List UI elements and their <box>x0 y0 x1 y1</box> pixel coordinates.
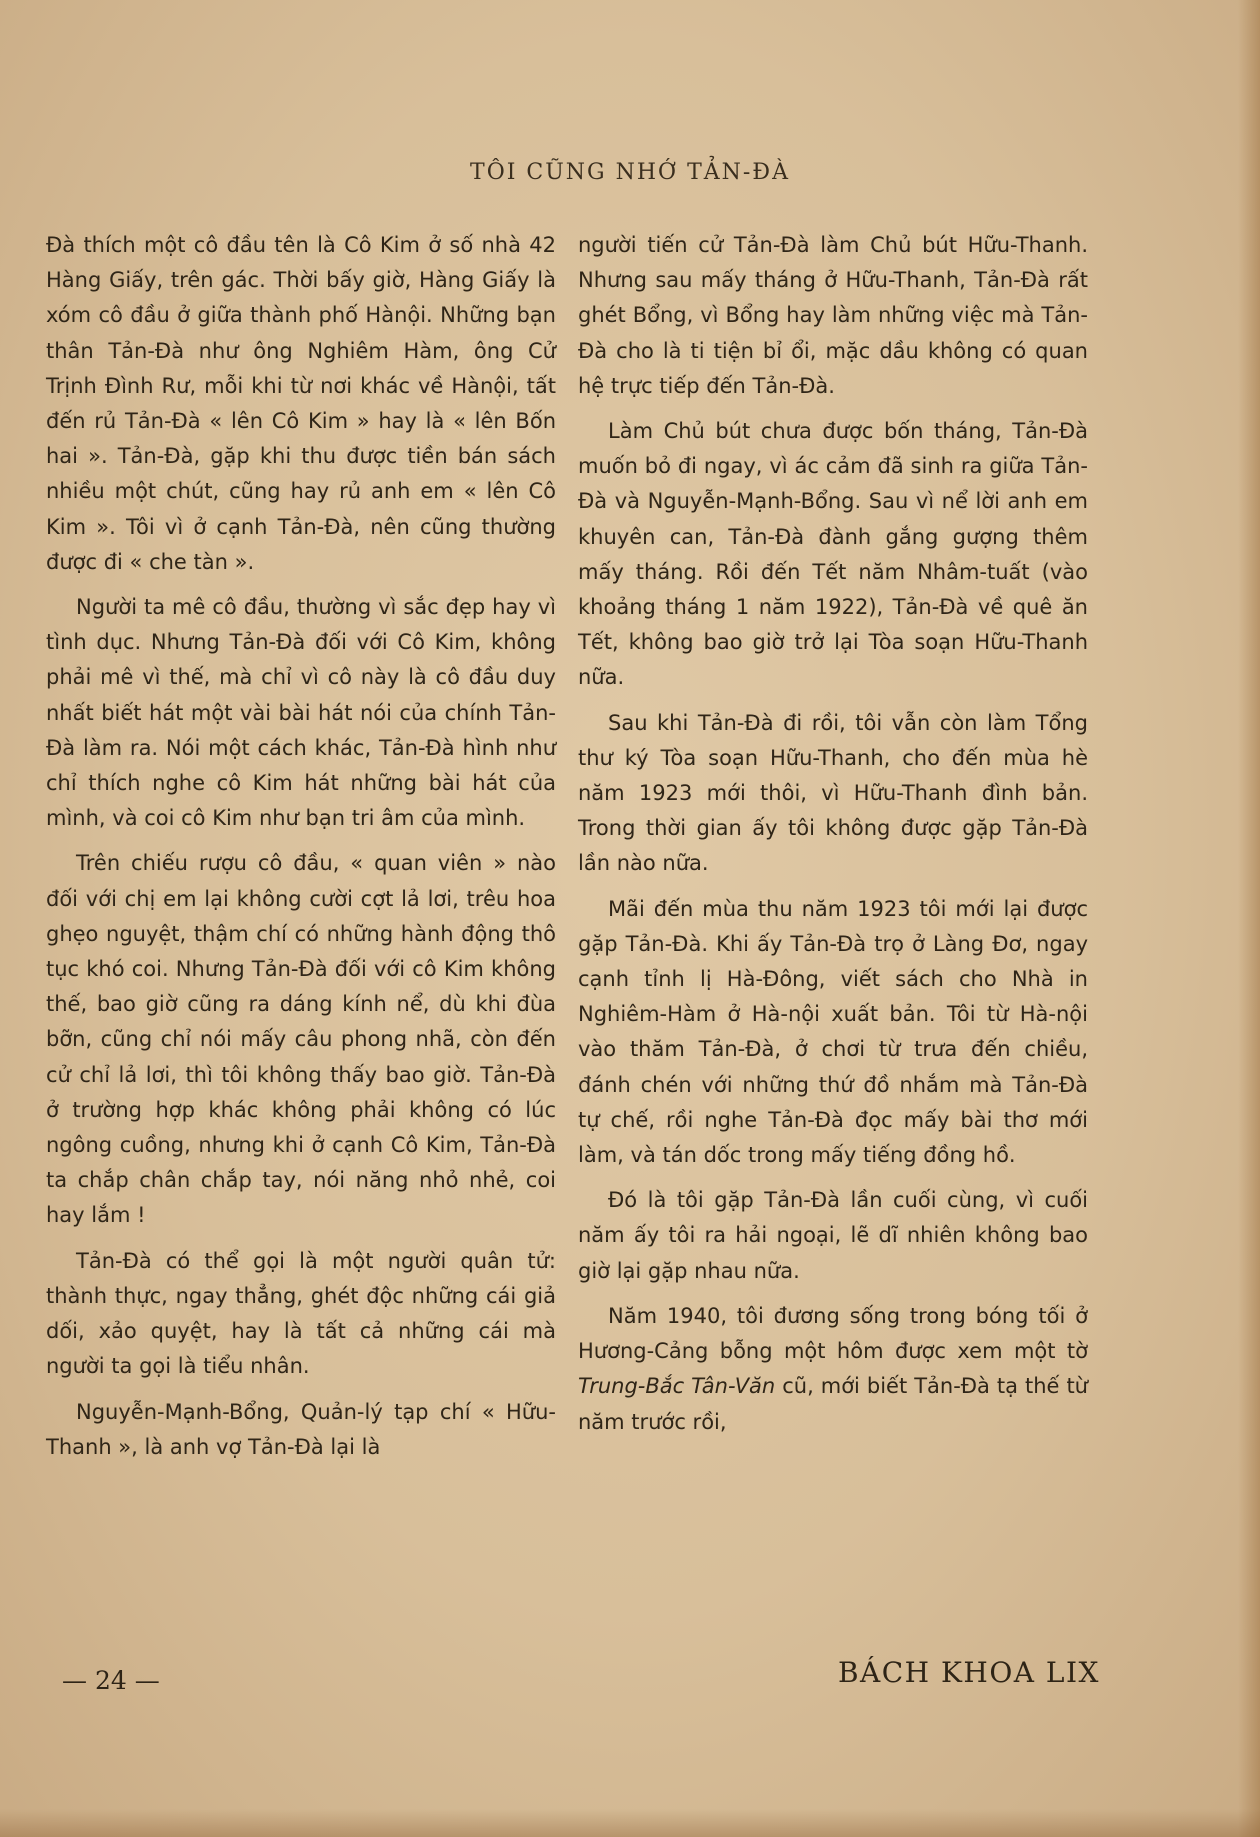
paper-edge-right <box>1238 0 1260 1837</box>
left-column <box>46 228 556 1475</box>
paragraph: Mãi đến mùa thu năm 1923 tôi mới lại được gặp Tản-Đà. Khi ấy Tản-Đà trọ ở Làng Đơ, ngay cạnh tỉnh lị Hà-Đông, viết sách cho Nhà in Nghiêm-Hàm ở Hà-nội xuất bản. Tôi từ Hà-nội vào thăm Tản-Đà, ở chơi từ trưa đến chiều, đánh chén với những thứ đồ nhắm mà Tản-Đà tự chế, rồi nghe Tản-Đà đọc mấy bài thơ mới làm, và tán dốc trong mấy tiếng đồng hồ. <box>578 896 1088 1168</box>
paper-edge-bottom <box>0 1809 1260 1837</box>
paragraph: Đà thích một cô đầu tên là Cô Kim ở số nhà 42 Hàng Giấy, trên gác. Thời bấy giờ, Hàng Giấy là xóm cô đầu ở giữa thành phố Hànội. Những bạn thân Tản-Đà như ông Nghiêm Hàm, ông Cử Trịnh Đình Rư, mỗi khi từ nơi khác về Hànội, tất đến rủ Tản-Đà « lên Cô Kim » hay là « lên Bốn hai ». Tản-Đà, gặp khi thu được tiền bán sách nhiều một chút, cũng hay rủ anh em « lên Cô Kim ». Tôi vì ở cạnh Tản-Đà, nên cũng thường được đi « che tàn ». <box>46 233 556 574</box>
paragraph: Tản-Đà có thể gọi là một người quân tử: thành thực, ngay thẳng, ghét độc những cái giả dối, xảo quyệt, hay là tất cả những cái mà người ta gọi là tiểu nhân. <box>46 1248 556 1379</box>
paragraph: Trên chiếu rượu cô đầu, « quan viên » nào đối với chị em lại không cười cợt lả lơi, trêu hoa ghẹo nguyệt, thậm chí có những hành động thô tục khó coi. Nhưng Tản-Đà đối với cô Kim không thế, bao giờ cũng ra dáng kính nể, dù khi đùa bỡn, cũng chỉ nói mấy câu phong nhã, còn đến cử chỉ lả lơi, thì tôi không thấy bao giờ. Tản-Đà ở trường hợp khác không phải không có lúc ngông cuồng, nhưng khi ở cạnh Cô Kim, Tản-Đà ta chắp chân chắp tay, nói năng nhỏ nhẻ, coi hay lắm ! <box>46 851 556 1228</box>
paragraph: Làm Chủ bút chưa được bốn tháng, Tản-Đà muốn bỏ đi ngay, vì ác cảm đã sinh ra giữa Tản-Đà và Nguyễn-Mạnh-Bổng. Sau vì nể lời anh em khuyên can, Tản-Đà đành gắng gượng thêm mấy tháng. Rồi đến Tết năm Nhâm-tuất (vào khoảng tháng 1 năm 1922), Tản-Đà về quê ăn Tết, không bao giờ trở lại Tòa soạn Hữu-Thanh nữa. <box>578 419 1088 690</box>
page-number: — 24 — <box>62 1666 160 1695</box>
paragraph: Sau khi Tản-Đà đi rồi, tôi vẫn còn làm Tổng thư ký Tòa soạn Hữu-Thanh, cho đến mùa hè năm 1923 mới thôi, vì Hữu-Thanh đình bản. Trong thời gian ấy tôi không được gặp Tản-Đà lần nào nữa. <box>578 710 1088 876</box>
paragraph-last <box>578 1299 1088 1440</box>
running-head: TÔI CŨNG NHỚ TẢN-ĐÀ <box>470 160 790 185</box>
paragraph: người tiến cử Tản-Đà làm Chủ bút Hữu-Thanh. Nhưng sau mấy tháng ở Hữu-Thanh, Tản-Đà rất ghét Bổng, vì Bổng hay làm những việc mà Tản-Đà cho là ti tiện bỉ ổi, mặc dầu không có quan hệ trực tiếp đến Tản-Đà. <box>578 233 1088 398</box>
text-run: Năm 1940, tôi đương sống trong bóng tối ở Hương-Cảng bỗng một hôm được xem một tờ <box>578 1303 1088 1364</box>
paragraph: Nguyễn-Mạnh-Bổng, Quản-lý tạp chí « Hữu-Thanh », là anh vợ Tản-Đà lại là <box>46 1399 556 1459</box>
newspaper-title: Trung-Bắc Tân-Văn <box>578 1374 776 1399</box>
paragraph: Đó là tôi gặp Tản-Đà lần cuối cùng, vì cuối năm ấy tôi ra hải ngoại, lẽ dĩ nhiên không bao giờ lại gặp nhau nữa. <box>578 1188 1088 1283</box>
right-column <box>578 228 1088 1450</box>
text-run: cũ, mới biết Tản-Đà tạ thế từ năm trước rồi, <box>578 1374 1088 1434</box>
paragraph: Người ta mê cô đầu, thường vì sắc đẹp hay vì tình dục. Nhưng Tản-Đà đối với Cô Kim, không phải mê vì thế, mà chỉ vì cô này là cô đầu duy nhất biết hát một vài bài hát nói của chính Tản-Đà làm ra. Nói một cách khác, Tản-Đà hình như chỉ thích nghe cô Kim hát những bài hát của mình, và coi cô Kim như bạn tri âm của mình. <box>46 595 556 831</box>
journal-footer: BÁCH KHOA LIX <box>837 1656 1100 1689</box>
